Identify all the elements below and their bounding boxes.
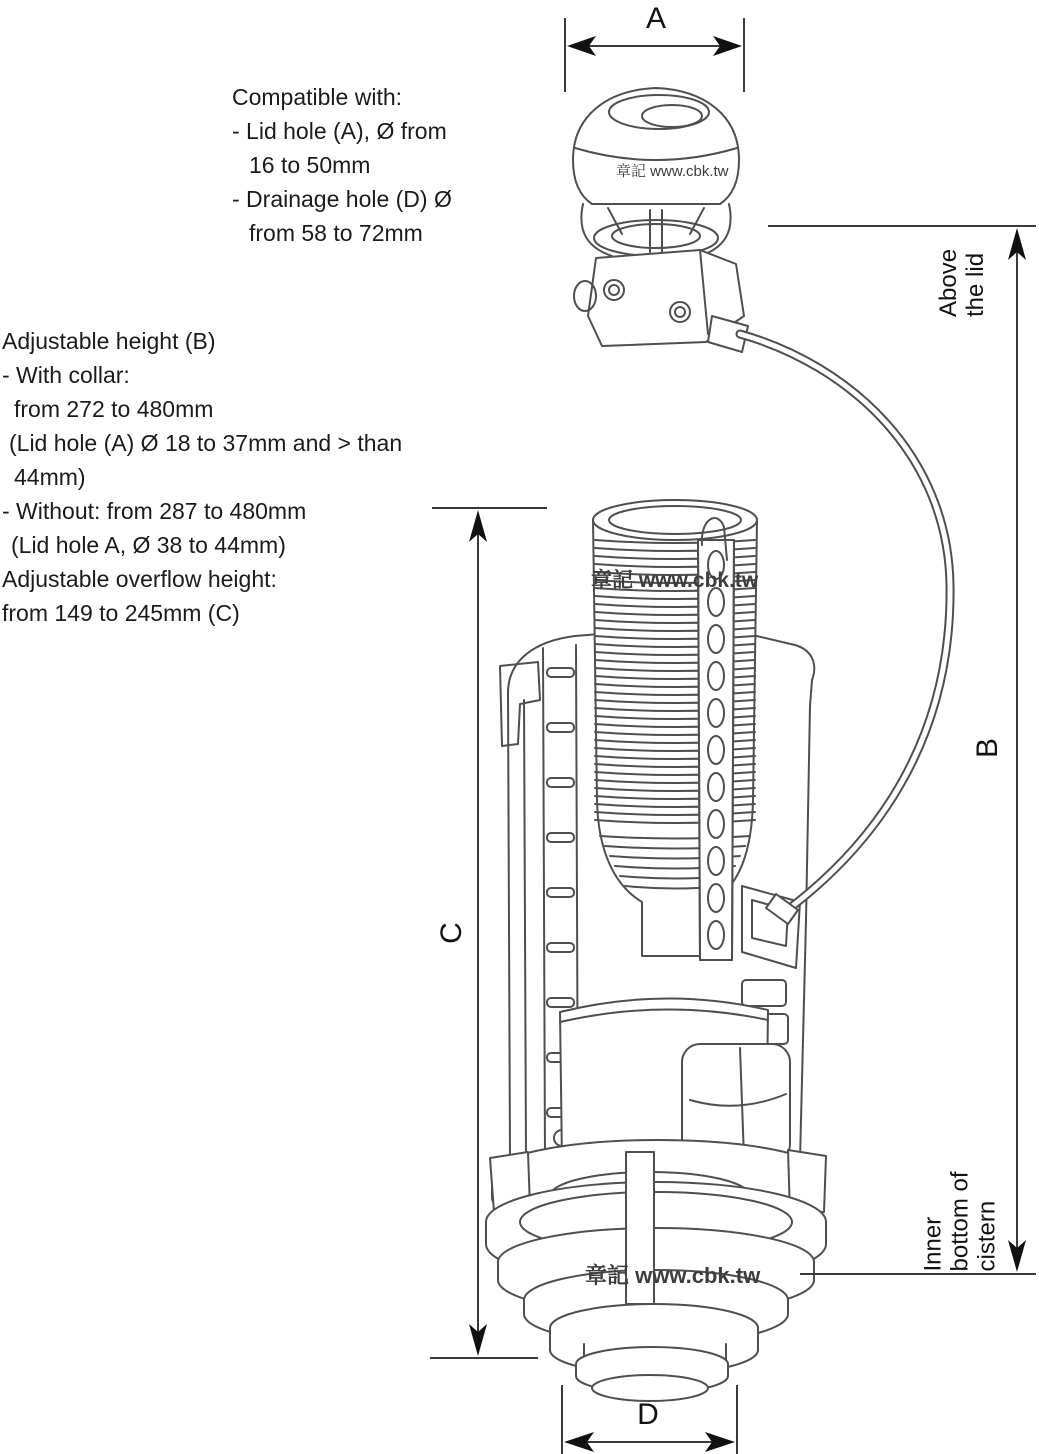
above-the-lid-label xyxy=(935,225,989,317)
dimension-d-label: D xyxy=(637,1398,659,1431)
dimension-c-label: C xyxy=(435,922,468,944)
note-line: - Drainage hole (D) Ø xyxy=(232,186,452,212)
above-the-lid-line: the lid xyxy=(962,252,989,317)
note-line: 16 to 50mm xyxy=(249,152,371,178)
float-cup xyxy=(560,998,790,1162)
note-line: Compatible with: xyxy=(232,84,403,110)
watermark-text: 章記 www.cbk.tw xyxy=(616,163,729,180)
note-line: from 58 to 72mm xyxy=(249,220,423,246)
adjustable-note xyxy=(2,324,402,630)
inner-bottom-line: cistern xyxy=(973,1200,1001,1272)
note-line: from 272 to 480mm xyxy=(14,396,214,422)
note-line: Adjustable overflow height: xyxy=(2,566,277,592)
compatible-note xyxy=(232,80,452,250)
note-line: - Without: from 287 to 480mm xyxy=(2,498,307,524)
dimension-b-label: B xyxy=(971,738,1004,759)
inner-bottom-of-cistern-label xyxy=(920,1162,1001,1272)
dimension-a-label: A xyxy=(645,2,666,35)
inner-bottom-line: bottom of xyxy=(946,1171,974,1272)
flush-cable xyxy=(740,334,950,924)
note-line: - Lid hole (A), Ø from xyxy=(232,118,447,144)
note-line: 44mm) xyxy=(14,464,86,490)
note-line: - With collar: xyxy=(2,362,130,388)
note-line: (Lid hole A, Ø 38 to 44mm) xyxy=(11,532,286,558)
above-the-lid-line: Above xyxy=(935,248,962,317)
note-line: from 149 to 245mm (C) xyxy=(2,600,240,626)
note-line: (Lid hole (A) Ø 18 to 37mm and > than xyxy=(9,430,403,456)
inner-bottom-line: Inner xyxy=(919,1216,947,1272)
push-button-assembly xyxy=(573,88,748,352)
strip-holes xyxy=(708,551,724,949)
watermark-text: 章記 www.cbk.tw xyxy=(591,569,759,592)
watermark-text: 章記 www.cbk.tw xyxy=(585,1263,761,1288)
note-line: Adjustable height (B) xyxy=(2,328,216,354)
